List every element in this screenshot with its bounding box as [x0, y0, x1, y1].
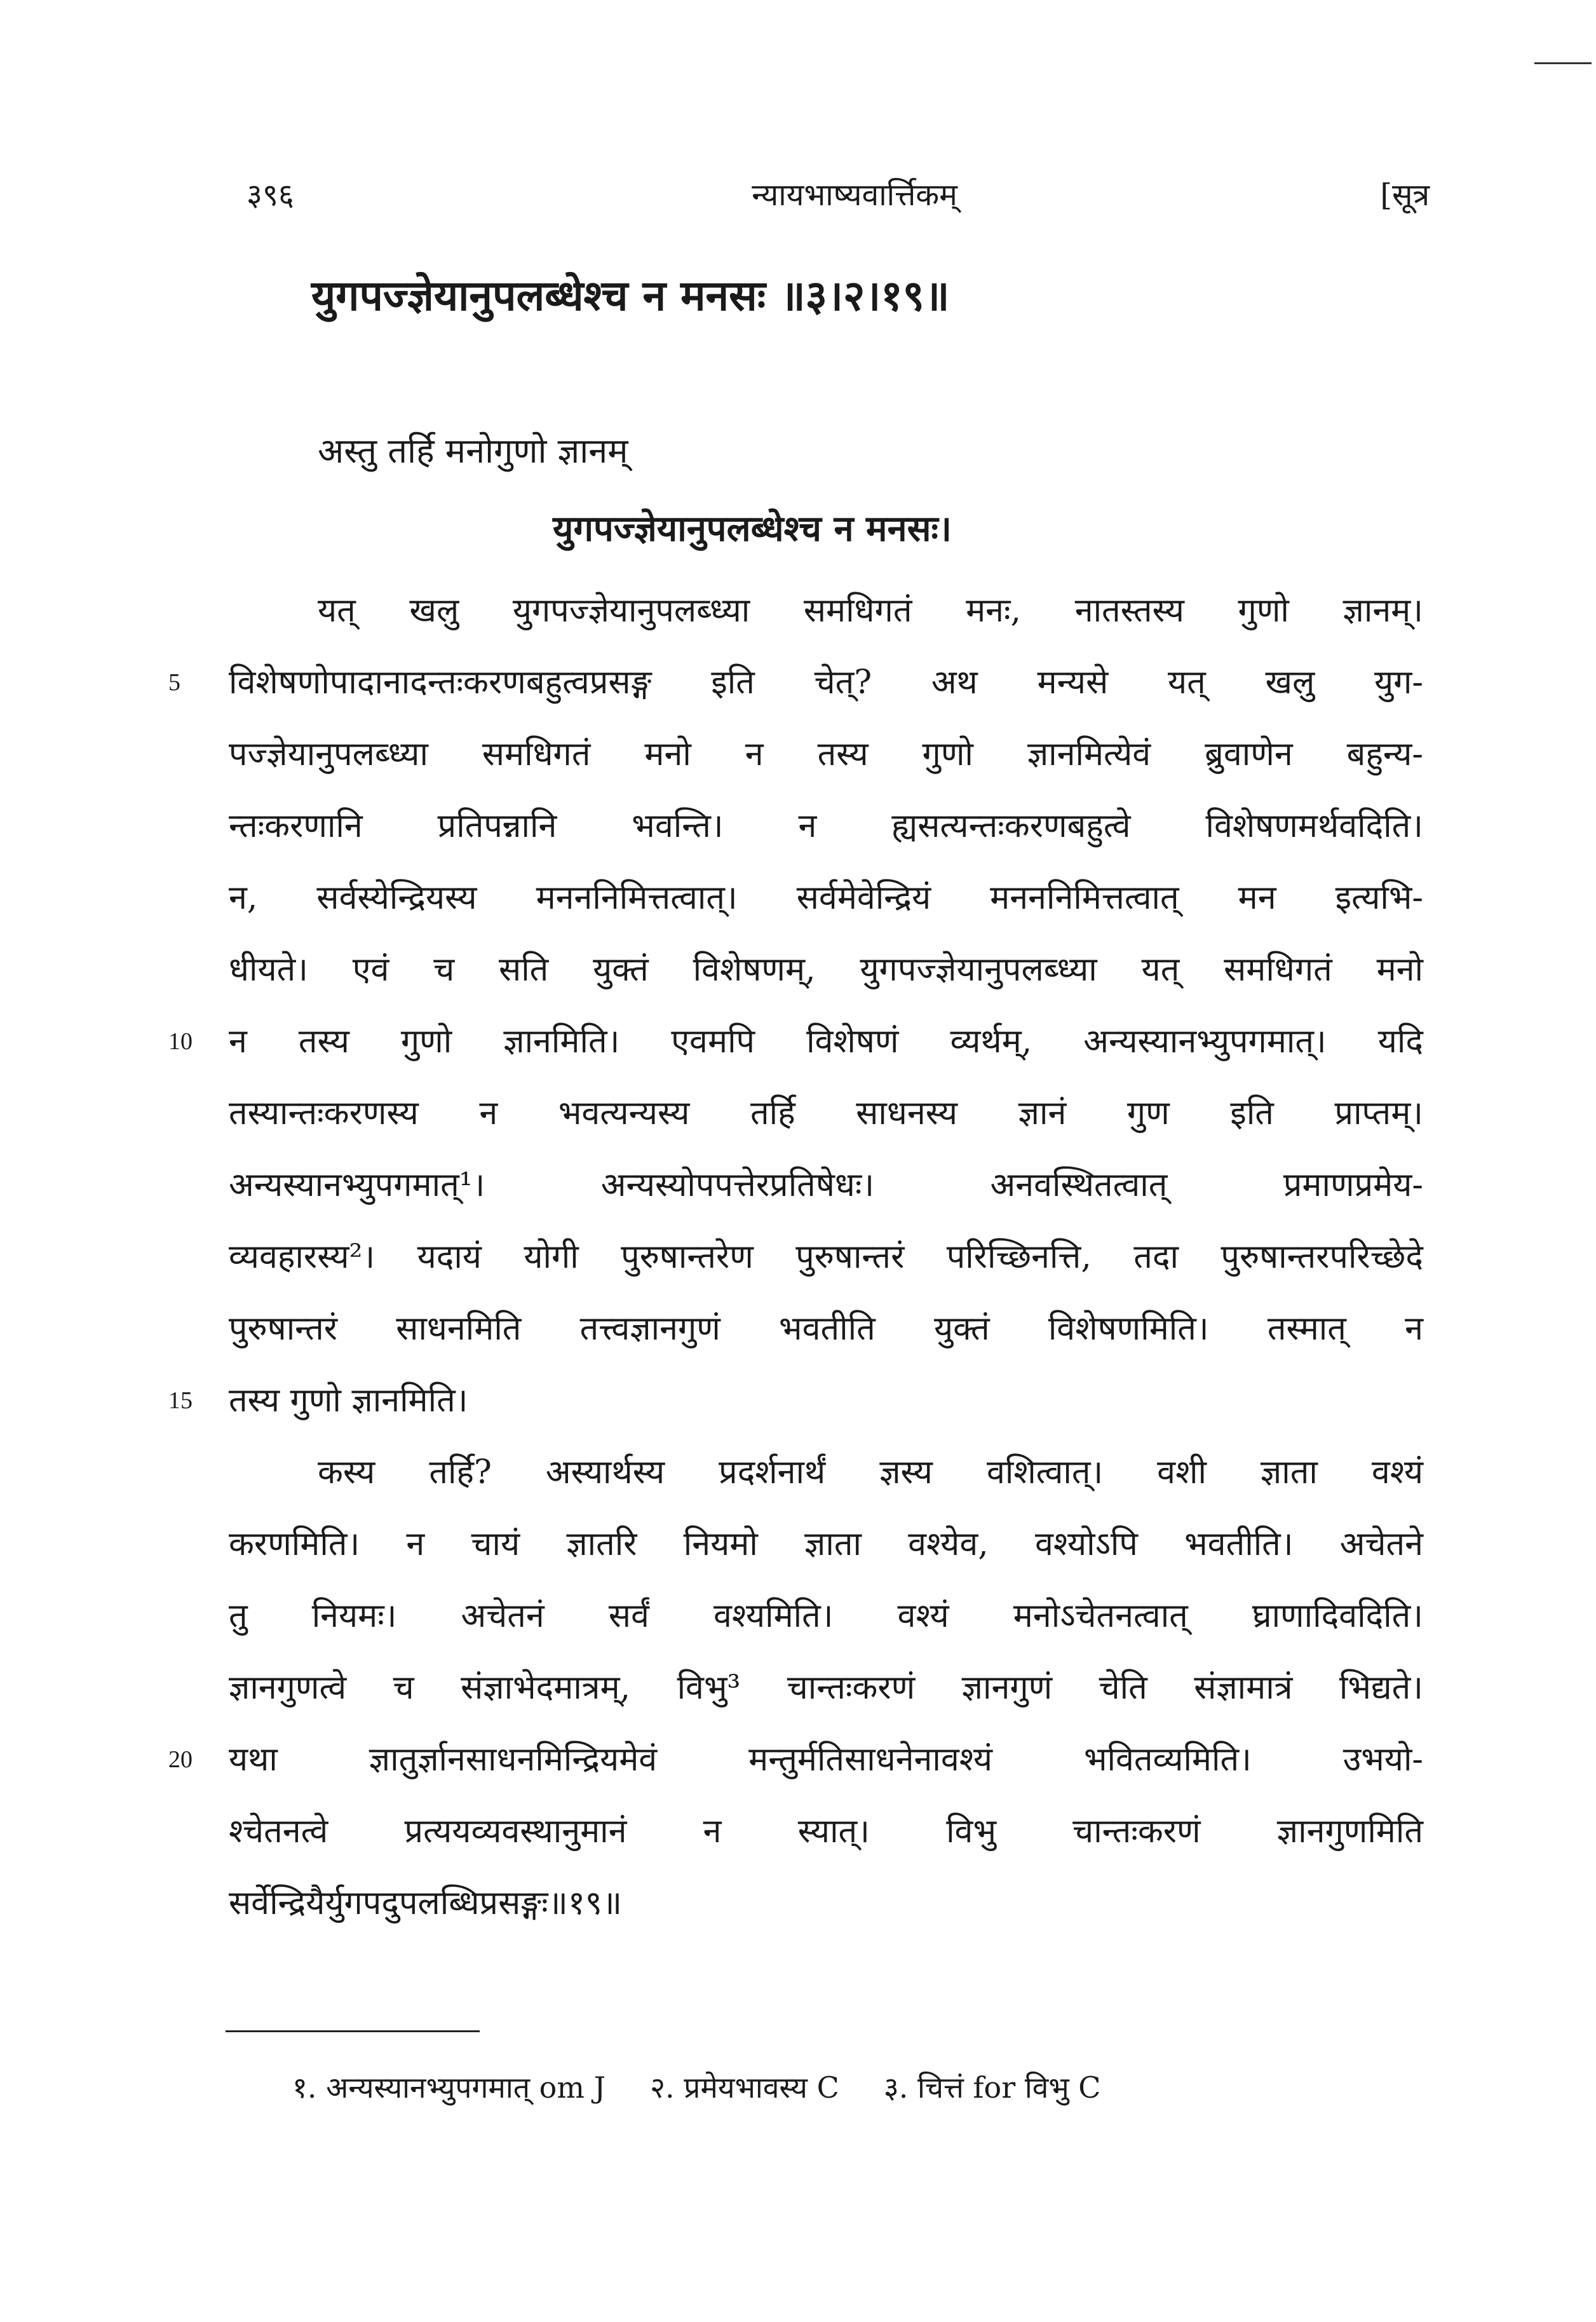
text-line [168, 1724, 1423, 1796]
commentary-body [168, 575, 1423, 1939]
line-text: करणमिति। न चायं ज्ञातरि नियमो ज्ञाता वश्येव, वश्योऽपि भवतीति। अचेतने [229, 1525, 1423, 1563]
page-number: ३९६ [247, 177, 294, 213]
text-line [229, 791, 1423, 862]
text-line [229, 1293, 1423, 1365]
text-line [229, 1652, 1423, 1724]
text-line [229, 934, 1423, 1006]
line-text: पज्ज्ञेयानुपलब्ध्या समधिगतं मनो न तस्य गुणो ज्ञानमित्येवं ब्रुवाणेन बहुन्य- [229, 735, 1423, 773]
footnotes [292, 2059, 1436, 2116]
footnote: २. प्रमेयभावस्य C [650, 2070, 839, 2105]
line-text: विशेषणोपादानादन्तःकरणबहुत्वप्रसङ्ग इति चेत्? अथ मन्यसे यत् खलु युग- [229, 663, 1423, 702]
line-text: यत् खलु युगपज्ज्ञेयानुपलब्ध्या समधिगतं मनः, नातस्तस्य गुणो ज्ञानम्। [318, 592, 1423, 630]
footnote: ३. चित्तं for विभु C [883, 2070, 1101, 2105]
footnote: १. अन्यस्यानभ्युपगमात् om J [292, 2070, 606, 2105]
line-text: यथा ज्ञातुर्ज्ञानसाधनमिन्द्रियमेवं मन्तुर्मतिसाधनेनावश्यं भवितव्यमिति। उभयो- [229, 1741, 1423, 1779]
line-text: सर्वेन्द्रियैर्युगपदुपलब्धिप्रसङ्गः॥१९॥ [229, 1884, 623, 1922]
text-line [229, 1437, 1423, 1509]
text-line [229, 1509, 1423, 1580]
text-line [168, 1365, 1423, 1437]
corner-rule [1534, 62, 1592, 64]
text-line [229, 862, 1423, 934]
line-text: न्तःकरणानि प्रतिपन्नानि भवन्ति। न ह्यसत्यन्तःकरणबहुत्वे विशेषणमर्थवदिति। [229, 807, 1423, 845]
text-line [229, 1150, 1423, 1221]
text-line [229, 1868, 1423, 1939]
text-line [229, 1580, 1423, 1652]
line-number: 5 [168, 669, 180, 696]
line-text: न तस्य गुणो ज्ञानमिति। एवमपि विशेषणं व्यर्थम्, अन्यस्यानभ्युपगमात्। यदि [229, 1022, 1423, 1061]
line-text: तस्य गुणो ज्ञानमिति। [229, 1382, 468, 1420]
text-line [168, 647, 1423, 719]
sutra-repeat: युगपज्ज्ञेयानुपलब्धेश्च न मनसः। [553, 508, 952, 550]
text-line [168, 1006, 1423, 1078]
line-number: 10 [168, 1028, 193, 1055]
section-marker: [सूत्र [1380, 177, 1430, 213]
text-line [229, 1221, 1423, 1293]
line-text: श्चेतनत्वे प्रत्ययव्यवस्थानुमानं न स्यात्। विभु चान्तःकरणं ज्ञानगुणमिति [229, 1812, 1423, 1850]
line-text: धीयते। एवं च सति युक्तं विशेषणम्, युगपज्ज्ञेयानुपलब्ध्या यत् समधिगतं मनो [229, 951, 1423, 989]
line-text: ज्ञानगुणत्वे च संज्ञाभेदमात्रम्, विभु³ चान्तःकरणं ज्ञानगुणं चेति संज्ञामात्रं भिद्यते। [229, 1669, 1423, 1707]
running-title: न्यायभाष्यवार्त्तिकम् [752, 177, 957, 213]
line-text: न, सर्वस्येन्द्रियस्य मनननिमित्तत्वात्। सर्वमेवेन्द्रियं मनननिमित्तत्वात् मन इत्यभि- [229, 879, 1423, 917]
line-text: पुरुषान्तरं साधनमिति तत्त्वज्ञानगुणं भवतीति युक्तं विशेषणमिति। तस्मात् न [229, 1310, 1423, 1348]
footnote-rule [226, 2030, 480, 2032]
line-number: 20 [168, 1746, 193, 1773]
text-line [229, 1796, 1423, 1868]
line-text: तु नियमः। अचेतनं सर्वं वश्यमिति। वश्यं मनोऽचेतनत्वात् घ्राणादिवदिति। [229, 1597, 1423, 1635]
line-number: 15 [168, 1387, 193, 1414]
text-line [229, 1078, 1423, 1150]
text-line [229, 719, 1423, 791]
line-text: तस्यान्तःकरणस्य न भवत्यन्यस्य तर्हि साधनस्य ज्ञानं गुण इति प्राप्तम्। [229, 1094, 1423, 1132]
line-text: कस्य तर्हि? अस्यार्थस्य प्रदर्शनार्थं ज्ञस्य वशित्वात्। वशी ज्ञाता वश्यं [318, 1453, 1423, 1491]
line-text: अन्यस्यानभ्युपगमात्¹। अन्यस्योपपत्तेरप्रतिषेधः। अनवस्थितत्वात् प्रमाणप्रमेय- [229, 1166, 1423, 1204]
sutra-heading: युगपज्ज्ञेयानुपलब्धेश्च न मनसः ॥३।२।१९॥ [311, 271, 950, 320]
line-text: व्यवहारस्य²। यदायं योगी पुरुषान्तरेण पुरुषान्तरं परिच्छिनत्ति, तदा पुरुषान्तरपरिच्छेदे [229, 1238, 1423, 1276]
text-line [229, 575, 1423, 647]
intro-line: अस्तु तर्हि मनोगुणो ज्ञानम् [318, 431, 628, 471]
